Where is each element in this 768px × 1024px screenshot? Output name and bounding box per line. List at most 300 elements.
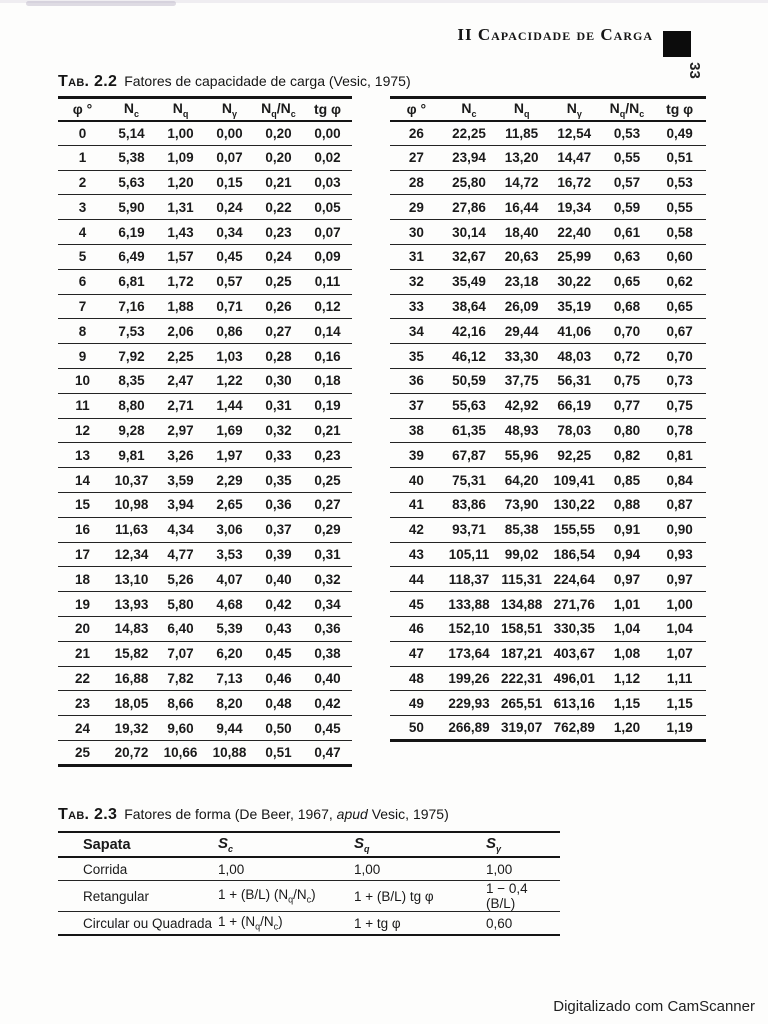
cell: 1,72 [167,274,194,290]
table-row [390,121,706,146]
cell: 1,08 [613,646,641,662]
cell: 0,36 [265,497,292,513]
cell: 18,05 [114,695,149,711]
cell: 266,89 [448,720,490,736]
table-row [390,393,706,418]
cell: 1,15 [666,695,693,711]
cell: 61,35 [452,422,486,438]
cell: 45 [408,596,424,612]
cell: 13,93 [114,596,149,612]
cell: 0,47 [314,744,341,760]
cell: 4,77 [167,546,194,562]
table-row [390,294,706,319]
cell: 130,22 [553,497,595,513]
cell: 0,40 [314,670,341,686]
table-row [390,592,706,617]
cell: 2,25 [167,348,194,364]
cell: 7,82 [167,670,194,686]
cell: 83,86 [452,497,486,513]
cell: 1,00 [486,861,513,877]
table-row [58,641,352,666]
cell: 0,93 [666,546,693,562]
cell: 35,49 [452,274,486,290]
cell: 199,26 [448,670,490,686]
cell: 43 [408,546,424,562]
column-header: $S_\gamma$ [486,835,502,854]
cell: 14,83 [114,621,149,637]
cell: 2,06 [167,323,194,339]
cell: 14,72 [504,174,539,190]
table-row [390,517,706,542]
table-row [390,145,706,170]
cell: 8,66 [167,695,194,711]
cell: 0,22 [265,199,292,215]
table-row [390,344,706,369]
cell: 3,26 [167,447,194,463]
cell: 0,75 [613,373,641,389]
table-row [390,716,706,741]
cell: 319,07 [500,720,543,736]
table-row [58,443,352,468]
cell: 48,03 [557,348,592,364]
cell: 18,40 [504,224,539,240]
cell: 0,15 [216,174,243,190]
table-row [390,567,706,592]
cell: 0,94 [613,546,641,562]
cell: 0,37 [265,522,292,538]
cell: 0,65 [613,274,641,290]
table-2-2-caption [58,73,411,91]
cell: 14 [74,472,91,488]
shape-factors-table [58,831,560,936]
table-2-3-title-before: Fatores de forma (De Beer, 1967, [124,806,337,822]
table-row [390,443,706,468]
cell: 41 [408,497,424,513]
cell: 37,75 [504,373,539,389]
cell: 38,64 [452,298,486,314]
cell: 66,19 [557,398,592,414]
table-row [58,691,352,716]
cell: 21 [74,646,91,662]
cell: 0,60 [666,249,693,265]
cell: 48 [408,670,424,686]
cell: 0,42 [265,596,292,612]
column-header: $N_c$ [123,99,140,119]
cell: 158,51 [500,621,543,637]
cell: 92,25 [557,447,592,463]
cell: 152,10 [448,621,490,637]
cell: 0,11 [314,274,341,290]
cell: 2,97 [167,422,194,438]
cell: 3,53 [216,546,243,562]
cell: 75,31 [452,472,486,488]
cell: 36 [408,373,424,389]
cell: 0,85 [613,472,641,488]
cell: $1 + (N_q/N_c)$ [218,914,283,932]
cell: 46 [408,621,424,637]
cell: 0,78 [666,422,693,438]
cell: 23,94 [452,150,486,166]
cell: 155,55 [553,522,595,538]
table-2-2-title: Fatores de capacidade de carga (Vesic, 1975) [124,73,411,89]
table-header-row [390,98,706,121]
cell: 6,49 [118,249,145,265]
cell: 5,80 [167,596,194,612]
cell: 1,20 [167,174,194,190]
table-header-row [58,98,352,121]
cell: 0,67 [666,323,693,339]
cell: 613,16 [553,695,595,711]
cell: 48,93 [504,422,539,438]
cell: 0,55 [613,150,641,166]
cell: 1,22 [216,373,243,389]
cell: 1,03 [216,348,243,364]
cell: 0,50 [265,720,292,736]
cell: Corrida [83,861,128,877]
cell: 1,15 [613,695,641,711]
cell: 10,88 [212,744,247,760]
cell: 23,18 [504,274,539,290]
cell: 0,05 [314,199,341,215]
cell: 2 [78,174,87,190]
cell: 99,02 [504,546,539,562]
cell: 40 [408,472,424,488]
cell: 0,57 [216,274,243,290]
cell: 20 [74,621,91,637]
cell: 0,97 [666,571,693,587]
column-header: $N_q$ [513,99,530,119]
cell: 16 [74,522,91,538]
table-row [58,881,560,912]
table-2-3-title-after: Vesic, 1975) [367,806,449,822]
cell: 25,99 [557,249,592,265]
cell: 24 [74,720,91,736]
cell: 3,59 [167,472,194,488]
table-row [390,170,706,195]
cell: 35 [408,348,424,364]
cell: 7,07 [167,646,194,662]
cell: 1,00 [218,861,245,877]
cell: 19 [74,596,91,612]
cell: 5,26 [167,571,194,587]
cell: 0,91 [613,522,641,538]
cell: 4,07 [216,571,243,587]
cell: 12 [74,422,91,438]
table-row [58,542,352,567]
cell: 4,68 [216,596,243,612]
cell: 0,70 [666,348,693,364]
table-row [390,319,706,344]
cell: 0,39 [265,546,292,562]
table-row [58,195,352,220]
page-number: 33 [685,62,703,79]
cell: 0,48 [265,695,292,711]
cell: 10 [74,373,91,389]
cell: 0,21 [265,174,292,190]
table-row [58,145,352,170]
table-row [390,195,706,220]
table-row [58,319,352,344]
table-row [58,616,352,641]
cell: 64,20 [504,472,539,488]
cell: 0,43 [265,621,292,637]
table-row [58,857,560,881]
cell: 7,53 [118,323,145,339]
cell: 0,87 [666,497,693,513]
cell: 13,20 [504,150,539,166]
column-header: $S_c$ [218,835,234,854]
cell: 0,32 [314,571,341,587]
table-row [58,468,352,493]
cell: 30,14 [452,224,486,240]
cell: 7,16 [118,298,145,314]
cell: 7 [78,298,87,314]
cell: 0,46 [265,670,292,686]
table-row [390,269,706,294]
cell: 29,44 [504,323,539,339]
cell: 762,89 [553,720,595,736]
cell: 44 [408,571,424,587]
cell: 85,38 [504,522,539,538]
cell: 0,53 [613,125,641,141]
cell: 0,40 [265,571,292,587]
cell: 9,81 [118,447,145,463]
bearing-capacity-table-phi-0-25 [58,96,352,767]
cell: 115,31 [501,571,542,587]
table-row [390,368,706,393]
cell: 222,31 [500,670,543,686]
table-row [390,641,706,666]
table-row [390,492,706,517]
cell: 56,31 [557,373,592,389]
cell: 0,18 [314,373,341,389]
cell: 1 + (B/L) $(N_q/N_c)$ [218,887,316,905]
bearing-capacity-table-phi-26-50 [390,96,706,742]
table-row [58,492,352,517]
cell: 0,59 [613,199,641,215]
cell: 29 [408,199,424,215]
cell: 0,45 [314,720,341,736]
cell: 224,64 [553,571,595,587]
cell: 1,00 [167,125,194,141]
cell: 1,31 [167,199,194,215]
cell: 3 [78,199,87,215]
table-row [390,418,706,443]
cell: 38 [408,422,424,438]
cell: 8 [78,323,87,339]
cell: 403,67 [553,646,595,662]
table-row [58,220,352,245]
cell: 8,35 [118,373,145,389]
cell: 6,20 [216,646,243,662]
cell: 1,69 [216,422,243,438]
column-header: $N_q/N_c$ [261,99,296,119]
cell: 26 [408,125,424,141]
cell: 5,90 [118,199,145,215]
cell: 0,72 [613,348,641,364]
cell: 1,19 [666,720,693,736]
table-row [58,170,352,195]
cell: 55,63 [452,398,486,414]
cell: 187,21 [500,646,543,662]
column-header: $N_q$ [172,99,189,119]
cell: 1,11 [666,670,693,686]
cell: 0,00 [314,125,341,141]
cell: 9,44 [216,720,243,736]
cell: 32 [408,274,424,290]
cell: 1,04 [666,621,693,637]
cell: 0,62 [666,274,693,290]
cell: 8,20 [216,695,243,711]
chapter-marker-square-icon [663,31,691,57]
cell: 9,28 [118,422,145,438]
table-row [58,666,352,691]
cell: 0,88 [613,497,641,513]
cell: 33 [408,298,424,314]
column-header: $N_\gamma$ [221,99,238,119]
cell: 1 + tg φ [354,915,401,931]
cell: 1,01 [613,596,641,612]
running-header: II Capacidade de Carga [457,25,653,44]
cell: 5,63 [118,174,145,190]
cell: 41,06 [557,323,592,339]
cell: 5 [78,249,87,265]
cell: Retangular [83,888,150,904]
table-row [58,121,352,146]
cell: 0,65 [666,298,693,314]
table-header-row [58,832,560,857]
cell: 0,53 [666,174,693,190]
cell: 47 [408,646,424,662]
cell: 17 [74,546,91,562]
cell: 0,51 [265,744,292,760]
cell: 67,87 [452,447,486,463]
cell: 0,25 [314,472,341,488]
cell: 0,27 [314,497,341,513]
table-row [58,567,352,592]
cell: 0,26 [265,298,292,314]
cell: 9,60 [167,720,194,736]
cell: 0,02 [314,150,341,166]
table-row [390,468,706,493]
cell: 0,97 [613,571,641,587]
cell: 13,10 [114,571,149,587]
cell: 0,70 [613,323,641,339]
column-header: $N_q/N_c$ [609,99,645,119]
cell: 28 [408,174,424,190]
cell: 0,23 [265,224,292,240]
cell: 1 [78,150,87,166]
cell: 7,92 [118,348,145,364]
cell: 27,86 [452,199,486,215]
cell: 31 [408,249,424,265]
cell: 11,63 [114,522,149,538]
cell: 5,38 [118,150,145,166]
cell: 1 + (B/L) tg φ [354,888,434,904]
cell: 20,63 [504,249,539,265]
cell: 0,32 [265,422,292,438]
cell: 0,09 [314,249,341,265]
cell: 42,92 [504,398,539,414]
cell: 3,06 [216,522,243,538]
camscanner-watermark: Digitalizado com CamScanner [553,998,755,1015]
cell: 27 [408,150,424,166]
cell: 0,12 [314,298,341,314]
cell: 0,23 [314,447,341,463]
cell: 93,71 [452,522,486,538]
cell: 15,82 [114,646,149,662]
cell: 1,57 [167,249,194,265]
column-header: $N_c$ [461,99,477,119]
cell: 0,25 [265,274,292,290]
cell: 19,34 [557,199,592,215]
cell: 0,84 [666,472,693,488]
table-row [390,616,706,641]
cell: 49 [408,695,424,711]
cell: 5,14 [118,125,145,141]
cell: 11,85 [505,125,539,141]
cell: 134,88 [500,596,543,612]
cell: 35,19 [557,298,592,314]
table-row [58,912,560,936]
cell: 173,64 [448,646,490,662]
cell: 18 [74,571,91,587]
table-row [390,542,706,567]
cell: 265,51 [500,695,543,711]
cell: 0,21 [314,422,341,438]
cell: 46,12 [452,348,486,364]
cell: 33,30 [504,348,539,364]
column-header: $N_\gamma$ [566,99,582,119]
cell: 78,03 [557,422,592,438]
cell: 0,73 [666,373,693,389]
cell: 0,63 [613,249,641,265]
cell: 73,90 [504,497,539,513]
cell: 133,88 [448,596,490,612]
cell: 6,19 [118,224,145,240]
cell: 13 [74,447,91,463]
cell: 1,44 [216,398,243,414]
cell: 11 [75,398,90,414]
cell: 0,24 [216,199,243,215]
cell: 186,54 [553,546,595,562]
cell: 22,25 [452,125,486,141]
cell: 0,49 [666,125,693,141]
table-row [390,244,706,269]
cell: 0,19 [314,398,341,414]
table-row [58,418,352,443]
cell: 1,20 [613,720,641,736]
cell: 7,13 [216,670,243,686]
cell: 0,71 [216,298,243,314]
cell: 0,61 [613,224,641,240]
table-row [58,740,352,765]
cell: 0,68 [613,298,641,314]
cell: 0,20 [265,150,292,166]
cell: 37 [408,398,424,414]
column-header: φ ° [406,101,427,118]
cell: 0,45 [265,646,292,662]
table-row [390,220,706,245]
table-row [58,393,352,418]
cell: 42 [408,522,424,538]
cell: Circular ou Quadrada [83,915,213,931]
cell: 105,11 [448,546,490,562]
cell: 8,80 [118,398,145,414]
cell: 6 [78,274,87,290]
cell: 1,00 [354,861,381,877]
cell: 0,51 [666,150,693,166]
